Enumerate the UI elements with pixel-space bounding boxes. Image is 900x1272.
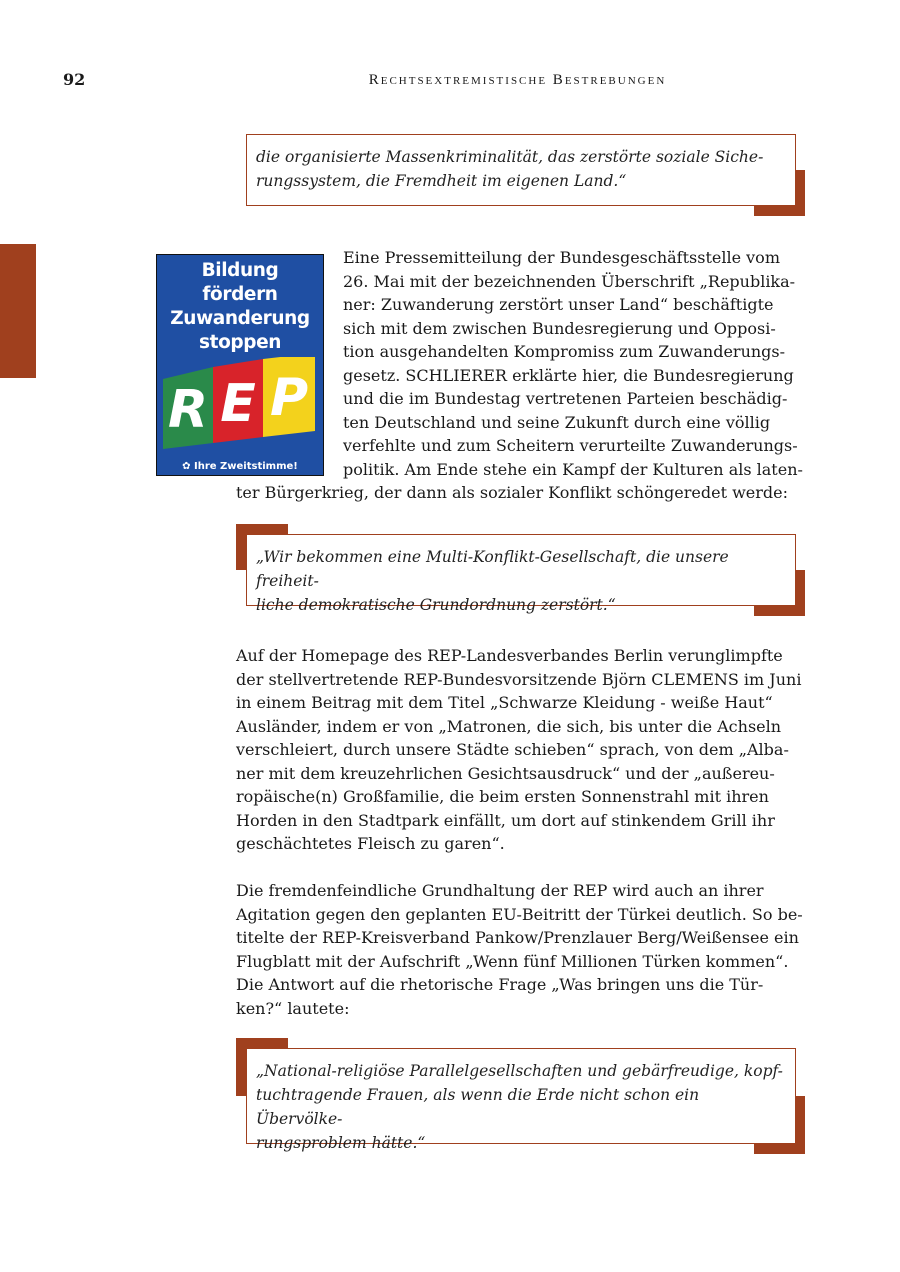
paragraph-1	[236, 246, 836, 505]
text-line: in einem Beitrag mit dem Titel „Schwarze Kleidung - weiße Haut“	[236, 693, 773, 712]
text-line: Eine Pressemitteilung der Bundesgeschäftsstelle vom	[343, 248, 780, 267]
text-line: verschleiert, durch unsere Städte schieben“ sprach, von dem „Alba-	[236, 740, 789, 759]
text-line: Die fremdenfeindliche Grundhaltung der REP wird auch an ihrer	[236, 881, 764, 900]
text-line: politik. Am Ende stehe ein Kampf der Kulturen als laten-	[343, 459, 803, 479]
text-line: ken?“ lautete:	[236, 998, 350, 1018]
quote-box-2	[246, 534, 796, 614]
quote-box-3	[246, 1048, 796, 1152]
text-line: verfehlte und zum Scheitern verurteilte Zuwanderungs-	[343, 436, 798, 455]
text-line: Agitation gegen den geplanten EU-Beitritt der Türkei deutlich. So be-	[236, 904, 803, 924]
text-line: Auf der Homepage des REP-Landesverbandes Berlin verunglimpfte	[236, 646, 783, 665]
text-line: tion ausgehandelten Kompromiss zum Zuwanderungs-	[343, 342, 786, 361]
text-line: ten Deutschland und seine Zukunft durch eine völlig	[343, 412, 771, 432]
text-line: der stellvertretende REP-Bundesvorsitzende Björn CLEMENS im Juni	[236, 669, 802, 689]
rep-logo-r-letter: R	[167, 380, 209, 440]
text-line: ner mit dem kreuzehrlichen Gesichtsausdruck“ und der „außereu-	[236, 763, 775, 783]
poster-slogan-line: Bildung	[201, 260, 279, 281]
text-line: sich mit dem zwischen Bundesregierung und Opposi-	[343, 318, 776, 338]
text-line: und die im Bundestag vertretenen Parteien beschädig-	[343, 389, 788, 408]
text-line: Die Antwort auf die rhetorische Frage „Was bringen uns die Tür-	[236, 975, 764, 994]
text-line: gesetz. SCHLIERER erklärte hier, die Bundesregierung	[343, 365, 794, 385]
quote-line: die organisierte Massenkriminalität, das zerstörte soziale Siche-	[256, 148, 764, 166]
quote-line: „Wir bekommen eine Multi-Konflikt-Gesellschaft, die unsere freiheit-	[256, 548, 729, 590]
rep-logo-e-letter: E	[220, 374, 256, 434]
text-line: 26. Mai mit der bezeichnenden Überschrift „Republika-	[343, 271, 796, 291]
poster-footer-icon: ✿	[182, 461, 194, 472]
quote-line: tuchtragende Frauen, als wenn die Erde nicht schon ein Übervölke-	[256, 1086, 700, 1128]
text-line: Ausländer, indem er von „Matronen, die sich, bis unter die Achseln	[236, 716, 782, 736]
text-line: ner: Zuwanderung zerstört unser Land“ beschäftigte	[343, 295, 774, 314]
rep-logo-p-letter: P	[269, 368, 309, 428]
quote-line: „National-religiöse Parallelgesellschaften und gebärfreudige, kopf-	[256, 1062, 783, 1080]
text-line: Horden in den Stadtpark einfällt, um dort auf stinkendem Grill ihr	[236, 810, 775, 830]
page-number: 92	[63, 70, 86, 89]
text-line: titelte der REP-Kreisverband Pankow/Prenzlauer Berg/Weißensee ein	[236, 928, 799, 947]
side-accent-bar	[0, 244, 36, 378]
quote-box-1	[246, 134, 796, 206]
running-title: Rechtsextremistische Bestrebungen	[368, 72, 667, 88]
paragraph-3	[236, 879, 836, 1020]
poster-slogan-line: Zuwanderung	[170, 308, 310, 329]
quote-line: liche demokratische Grundordnung zerstört.“	[256, 596, 616, 614]
paragraph-2	[236, 644, 836, 856]
poster-footer-text: Ihre Zweitstimme!	[194, 461, 298, 472]
quote-line: rungssystem, die Fremdheit im eigenen Land.“	[256, 172, 627, 190]
text-line: Flugblatt mit der Aufschrift „Wenn fünf Millionen Türken kommen“.	[236, 951, 789, 971]
quote-line: rungsproblem hätte.“	[256, 1134, 426, 1152]
text-line: ropäische(n) Großfamilie, die beim ersten Sonnenstrahl mit ihren	[236, 787, 769, 806]
poster-slogan-line: fördern	[202, 284, 278, 305]
text-line: ter Bürgerkrieg, der dann als sozialer Konflikt schöngeredet werde:	[236, 483, 789, 502]
poster-slogan-line: stoppen	[199, 332, 281, 353]
text-line: geschächtetes Fleisch zu garen“.	[236, 834, 505, 853]
